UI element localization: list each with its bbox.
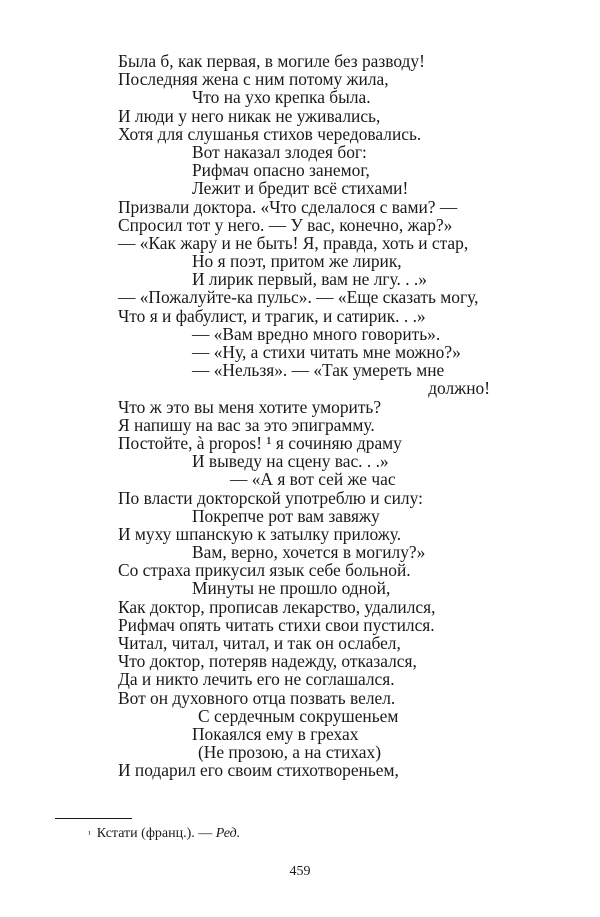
poem-line: Призвали доктора. «Что сделалося с вами? —: [118, 196, 458, 217]
poem-line: И лирик первый, вам не лгу. . .»: [192, 269, 427, 290]
poem-line: Покрепче рот вам завяжу: [192, 505, 380, 526]
poem-line: — «Нельзя». — «Так умереть мне: [192, 360, 445, 381]
poem-line: (Не прозою, а на стихах): [198, 742, 382, 763]
poem-line: Рифмач опасно занемог,: [192, 160, 370, 181]
poem-text: [118, 52, 490, 780]
poem-line: С сердечным сокрушеньем: [198, 705, 399, 726]
poem-line: И подарил его своим стихотвореньем,: [118, 760, 399, 781]
poem-line: Я напишу на вас за это эпиграмму.: [118, 414, 375, 435]
poem-line: Была б, как первая, в могиле без разводу!: [118, 51, 425, 71]
poem-line: — «Пожалуйте-ка пульс». — «Еще сказать могу,: [118, 287, 479, 308]
poem-line: Постойте, à propos! ¹ я сочиняю драму: [118, 432, 402, 453]
poem-line: Минуты не прошло одной,: [192, 578, 391, 599]
poem-line: По власти докторской употреблю и силу:: [118, 487, 423, 508]
poem-line: И муху шпанскую к затылку приложу.: [118, 523, 402, 544]
footnote-marker: ¹: [88, 829, 91, 839]
footnote: [88, 826, 240, 842]
page-number: 459: [289, 864, 311, 879]
poem-line: Вам, верно, хочется в могилу?»: [192, 542, 426, 563]
poem-line: должно!: [428, 378, 490, 399]
poem-line: Что ж это вы меня хотите уморить?: [118, 396, 382, 417]
poem-line: Вот он духовного отца позвать велел.: [118, 687, 396, 708]
poem-line: Вот наказал злодея бог:: [192, 141, 367, 162]
poem-line: Рифмач опять читать стихи свои пустился.: [118, 614, 435, 635]
footnote-text: Кстати (франц.). —: [96, 826, 213, 841]
poem-line: Со страха прикусил язык себе больной.: [118, 560, 411, 581]
poem-line: Хотя для слушанья стихов чередовались.: [118, 123, 422, 144]
footnote-divider: [55, 818, 132, 819]
poem-line: Покаялся ему в грехах: [192, 723, 359, 744]
poem-line: Спросил тот у него. — У вас, конечно, жар?»: [118, 214, 453, 235]
poem-line: Читал, читал, читал, и так он ослабел,: [118, 633, 401, 653]
poem-line: Лежит и бредит всё стихами!: [192, 178, 409, 199]
poem-line: — «Ну, а стихи читать мне можно?»: [192, 342, 461, 362]
poem-line: И выведу на сцену вас. . .»: [192, 451, 389, 472]
poem-line: — «А я вот сей же час: [230, 469, 396, 490]
poem-line: Что доктор, потеряв надежду, отказался,: [118, 651, 417, 672]
footnote-editor: Ред.: [215, 826, 241, 841]
poem-line: Последняя жена с ним потому жила,: [118, 69, 389, 90]
poem-line: Что я и фабулист, и трагик, и сатирик. . .»: [118, 305, 426, 326]
poem-line: И люди у него никак не уживались,: [118, 105, 381, 126]
poem-line: Что на ухо крепка была.: [192, 87, 371, 108]
poem-line: — «Как жару и не быть! Я, правда, хоть и стар,: [118, 232, 469, 253]
poem-line: — «Вам вредно много говорить».: [192, 323, 441, 344]
poem-line: Да и никто лечить его не соглашался.: [118, 669, 395, 690]
poem-line: Как доктор, прописав лекарство, удалился,: [118, 596, 436, 617]
poem-line: Но я поэт, притом же лирик,: [192, 251, 402, 272]
